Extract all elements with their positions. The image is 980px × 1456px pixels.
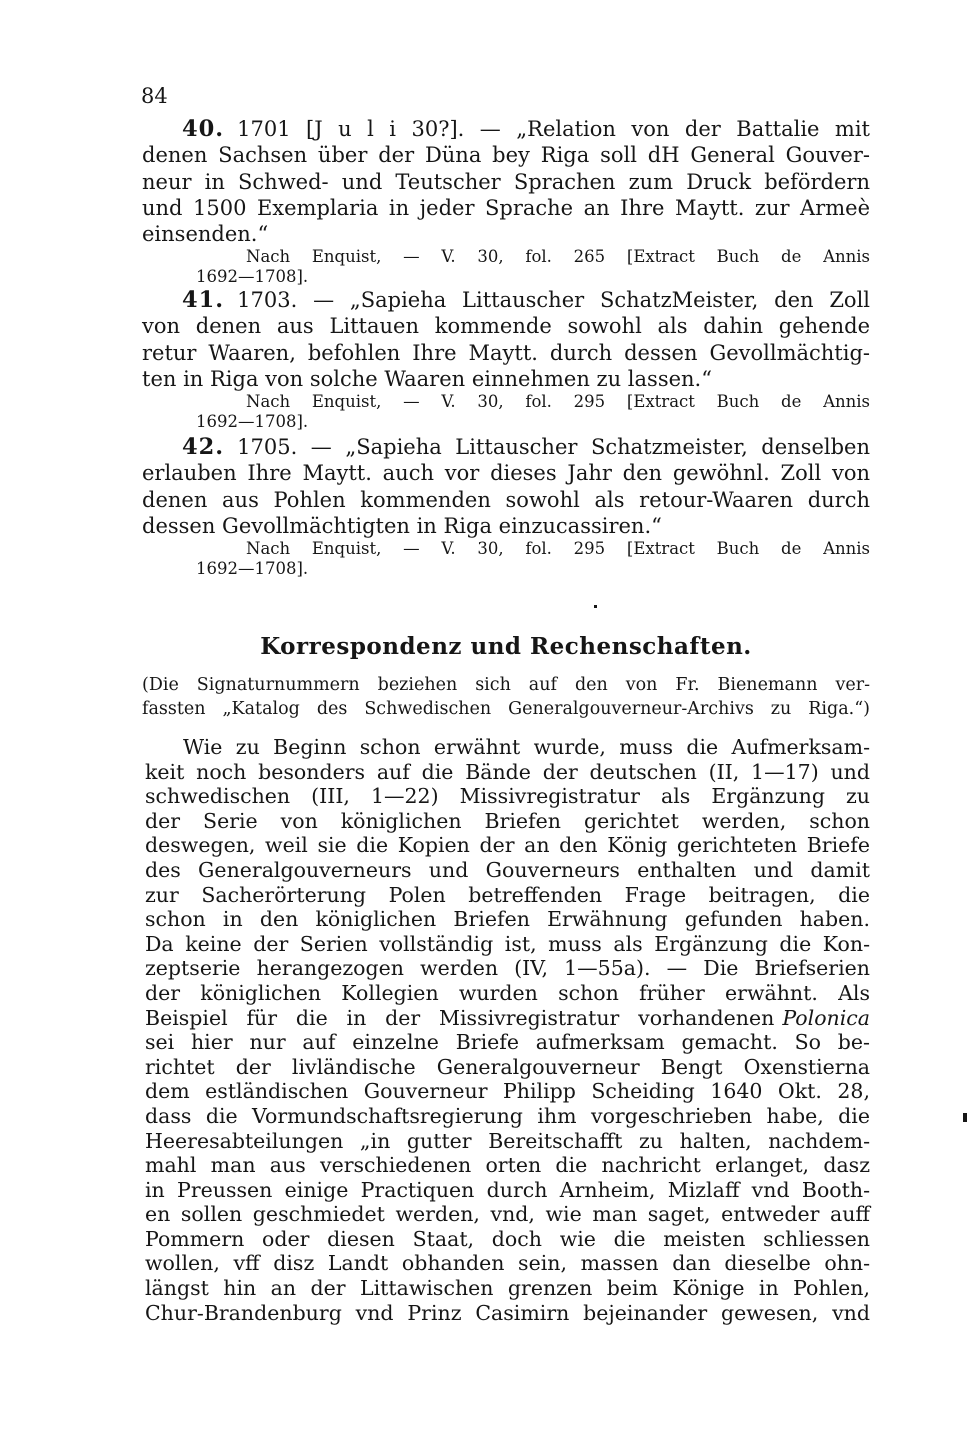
paragraph-line: in Preussen einige Practiquen durch Arnheim, Mizlaff vnd Booth- bbox=[145, 1177, 870, 1202]
scan-artifact bbox=[963, 1113, 967, 1122]
entry-40 bbox=[142, 116, 870, 287]
entry-number: 40. bbox=[182, 116, 225, 142]
note-line: (Die Signaturnummern beziehen sich auf den von Fr. Bienemann ver- bbox=[142, 675, 870, 695]
entry-line: einsenden.“ bbox=[142, 222, 269, 247]
paragraph-line: zur Sacherörterung Polen betreffenden Frage beitragen, die bbox=[145, 882, 870, 907]
paragraph-line: Chur-Brandenburg vnd Prinz Casimirn bejeinander gewesen, vnd bbox=[145, 1300, 870, 1325]
entry-line: denen aus Pohlen kommenden sowohl als retour-Waaren durch bbox=[142, 487, 870, 512]
page-number: 84 bbox=[141, 84, 168, 108]
scan-artifact bbox=[594, 605, 597, 608]
entry-citation bbox=[196, 392, 870, 432]
entry-first-line bbox=[142, 434, 870, 460]
entry-first-line bbox=[142, 287, 870, 313]
citation-line: Nach Enquist, — V. 30, fol. 295 [Extract Buch de Annis bbox=[246, 392, 870, 412]
citation-line: 1692—1708]. bbox=[196, 267, 309, 287]
body-paragraph bbox=[145, 735, 870, 1325]
paragraph-line: zeptserie herangezogen werden (IV, 1—55a). — Die Briefserien bbox=[145, 956, 870, 981]
entry-line: und 1500 Exemplaria in jeder Sprache an Ihre Maytt. zur Armeè bbox=[142, 195, 870, 220]
paragraph-line: schon in den königlichen Briefen Erwähnung gefunden haben. bbox=[145, 907, 870, 932]
paragraph-line: sei hier nur auf einzelne Briefe aufmerksam gemacht. So be- bbox=[145, 1030, 870, 1055]
entry-line: denen Sachsen über der Düna bey Riga soll dH General Gouver- bbox=[142, 143, 870, 168]
entry-number: 42. bbox=[182, 434, 225, 460]
paragraph-line: des Generalgouverneurs und Gouverneurs enthalten und damit bbox=[145, 857, 870, 882]
entry-citation bbox=[196, 539, 870, 579]
entry-text: 1703. — „Sapieha Littauscher SchatzMeister, den Zoll bbox=[237, 288, 870, 312]
entry-citation bbox=[196, 247, 870, 287]
paragraph-line: mahl man aus verschiedenen orten die nachricht erlanget, dasz bbox=[145, 1153, 870, 1178]
entry-text: 1701 [J u l i 30?]. — „Relation von der Battalie mit bbox=[237, 117, 870, 141]
paragraph-line: Pommern oder diesen Staat, doch wie die meisten schliessen bbox=[145, 1226, 870, 1251]
paragraph-line: Wie zu Beginn schon erwähnt wurde, muss die Aufmerksam- bbox=[183, 735, 870, 759]
entry-line: ten in Riga von solche Waaren einnehmen zu lassen.“ bbox=[142, 366, 712, 391]
section-heading: Korrespondenz und Rechenschaften. bbox=[260, 633, 752, 660]
polonica-italic: Polonica bbox=[782, 1005, 870, 1030]
entry-line: erlauben Ihre Maytt. auch vor dieses Jahr den gewöhnl. Zoll von bbox=[142, 461, 870, 486]
entry-line: von denen aus Littauen kommende sowohl als dahin gehende bbox=[142, 314, 870, 339]
entry-42 bbox=[142, 434, 870, 579]
citation-line: Nach Enquist, — V. 30, fol. 295 [Extract Buch de Annis bbox=[246, 539, 870, 559]
entry-line: neur in Schwed- und Teutscher Sprachen zum Druck befördern bbox=[142, 169, 870, 194]
paragraph-line: schwedischen (III, 1—22) Missivregistratur als Ergänzung zu bbox=[145, 784, 870, 809]
entry-line: retur Waaren, befohlen Ihre Maytt. durch dessen Gevollmächtig- bbox=[142, 340, 870, 365]
entry-text: 1705. — „Sapieha Littauscher Schatzmeister, denselben bbox=[237, 435, 870, 459]
paragraph-line: Da keine der Serien vollständig ist, muss als Ergänzung die Kon- bbox=[145, 931, 870, 956]
paragraph-text: Beispiel für die in der Missivregistratur vorhandenen bbox=[145, 1005, 775, 1030]
paragraph-line: deswegen, weil sie die Kopien der an den König gerichteten Briefe bbox=[145, 833, 870, 858]
paragraph-line: längst hin an der Littawischen grenzen beim Könige in Pohlen, bbox=[145, 1276, 870, 1301]
entry-line: dessen Gevollmächtigten in Riga einzucassiren.“ bbox=[142, 513, 662, 538]
paragraph-line: keit noch besonders auf die Bände der deutschen (II, 1—17) und bbox=[145, 759, 870, 784]
entry-41 bbox=[142, 287, 870, 432]
entry-first-line bbox=[142, 116, 870, 142]
paragraph-line: dem estländischen Gouverneur Philipp Scheiding 1640 Okt. 28, bbox=[145, 1079, 870, 1104]
entry-number: 41. bbox=[182, 287, 225, 313]
citation-line: 1692—1708]. bbox=[196, 559, 309, 579]
paragraph-line: en sollen geschmiedet werden, vnd, wie man saget, entweder auff bbox=[145, 1202, 870, 1227]
paragraph-line: wollen, vff disz Landt obhanden sein, massen dan dieselbe ohn- bbox=[145, 1251, 870, 1276]
paragraph-line bbox=[145, 1006, 870, 1031]
citation-line: Nach Enquist, — V. 30, fol. 265 [Extract Buch de Annis bbox=[246, 247, 870, 267]
note-line: fassten „Katalog des Schwedischen Generalgouverneur-Archivs zu Riga.“) bbox=[142, 699, 870, 719]
paragraph-line: der königlichen Kollegien wurden schon früher erwähnt. Als bbox=[145, 980, 870, 1005]
paragraph-line: Heeresabteilungen „in gutter Bereitschafft zu halten, nachdem- bbox=[145, 1128, 870, 1153]
paragraph-line: der Serie von königlichen Briefen gerichtet werden, schon bbox=[145, 808, 870, 833]
citation-line: 1692—1708]. bbox=[196, 412, 309, 432]
section-note bbox=[142, 673, 870, 721]
paragraph-line: richtet der livländische Generalgouverneur Bengt Oxenstierna bbox=[145, 1054, 870, 1079]
paragraph-line: dass die Vormundschaftsregierung ihm vorgeschrieben habe, die bbox=[145, 1103, 870, 1128]
